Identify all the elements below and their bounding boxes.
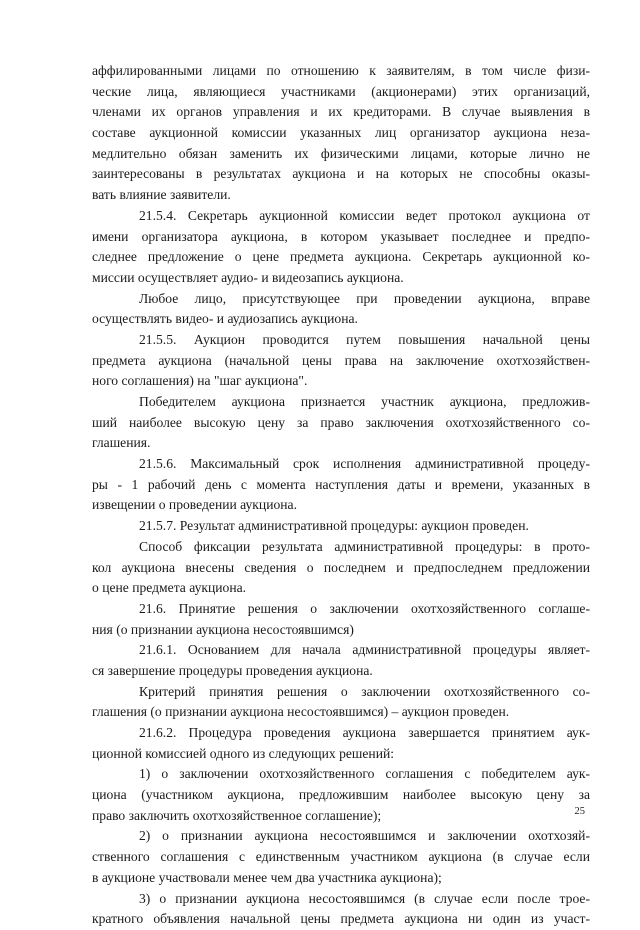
text-line: следнее предложение о цене предмета аукциона. Секретарь аукционной ко-: [92, 249, 590, 265]
text-line: Способ фиксации результата административной процедуры: в прото-: [139, 538, 590, 554]
text-line: ционной комиссией одного из следующих решений:: [92, 745, 395, 761]
text-line: заинтересованы в результатах аукциона и на которых не способны оказы-: [92, 166, 590, 182]
text-line: право заключить охотхозяйственное соглашение);: [92, 807, 382, 823]
document-body: [92, 61, 590, 930]
text-line: ственного соглашения с единственным участником аукциона (в случае если: [92, 849, 590, 865]
text-line: имени организатора аукциона, в котором указывает последнее и предпо-: [92, 228, 590, 244]
text-line: 1) о заключении охотхозяйственного соглашения с победителем аук-: [139, 766, 590, 782]
text-line: Победителем аукциона признается участник аукциона, предложив-: [139, 394, 590, 409]
text-line: ры - 1 рабочий день с момента наступления даты и времени, указанных в: [92, 476, 590, 492]
text-line: ческие лица, являющиеся участниками (акционерами) этих организаций,: [92, 83, 590, 99]
text-line: ния (о признании аукциона несостоявшимся): [92, 621, 354, 637]
text-line: 21.6. Принятие решения о заключении охотхозяйственного соглаше-: [139, 600, 590, 616]
page-number: 25: [574, 806, 585, 817]
text-line: вать влияние заявители.: [92, 187, 231, 203]
text-line: 21.5.6. Максимальный срок исполнения административной процеду-: [139, 456, 590, 472]
text-line: извещении о проведении аукциона.: [92, 497, 297, 513]
text-line: 2) о признании аукциона несостоявшимся и заключении охотхозяй-: [139, 828, 590, 844]
text-line: Критерий принятия решения о заключении охотхозяйственного со-: [139, 683, 590, 699]
text-line: кол аукциона внесены сведения о последнем и предпоследнем предложении: [92, 559, 590, 575]
text-line: медлительно обязан заменить их физическими лицами, которые лично не: [92, 145, 590, 161]
text-line: циона (участником аукциона, предложившим наиболее высокую цену за: [92, 787, 590, 803]
text-line: составе аукционной комиссии указанных лиц организатор аукциона неза-: [92, 125, 590, 141]
text-line: 21.5.4. Секретарь аукционной комиссии ведет протокол аукциона от: [139, 207, 590, 223]
text-line: ший наиболее высокую цену за право заключения охотхозяйственного со-: [92, 414, 590, 430]
text-line: в аукционе участвовали менее чем два участника аукциона);: [92, 869, 442, 885]
text-line: 21.5.7. Результат административной процедуры: аукцион проведен.: [139, 518, 529, 534]
text-line: глашения (о признании аукциона несостоявшимся) – аукцион проведен.: [92, 704, 510, 720]
text-line: кратного объявления начальной цены предмета аукциона ни один из участ-: [92, 911, 590, 927]
text-line: ся завершение процедуры проведения аукциона.: [92, 662, 373, 678]
text-line: глашения.: [92, 435, 151, 451]
text-line: 21.6.1. Основанием для начала административной процедуры являет-: [139, 642, 590, 658]
text-line: Любое лицо, присутствующее при проведении аукциона, вправе: [139, 290, 590, 306]
text-line: аффилированными лицами по отношению к заявителям, в том числе физи-: [92, 63, 590, 78]
text-line: 21.5.5. Аукцион проводится путем повышения начальной цены: [139, 331, 590, 347]
text-line: осуществлять видео- и аудиозапись аукциона.: [92, 311, 358, 327]
text-line: предмета аукциона (начальной цены права на заключение охотхозяйствен-: [92, 352, 590, 368]
text-line: 21.6.2. Процедура проведения аукциона завершается принятием аук-: [139, 725, 590, 740]
text-line: ного соглашения) на "шаг аукциона".: [92, 373, 308, 389]
text-line: членами их органов управления и их кредиторами. В случае выявления в: [92, 104, 590, 120]
text-line: о цене предмета аукциона.: [92, 580, 247, 596]
text-line: миссии осуществляет аудио- и видеозапись аукциона.: [92, 269, 404, 285]
text-line: 3) о признании аукциона несостоявшимся (в случае если после трое-: [139, 890, 590, 906]
